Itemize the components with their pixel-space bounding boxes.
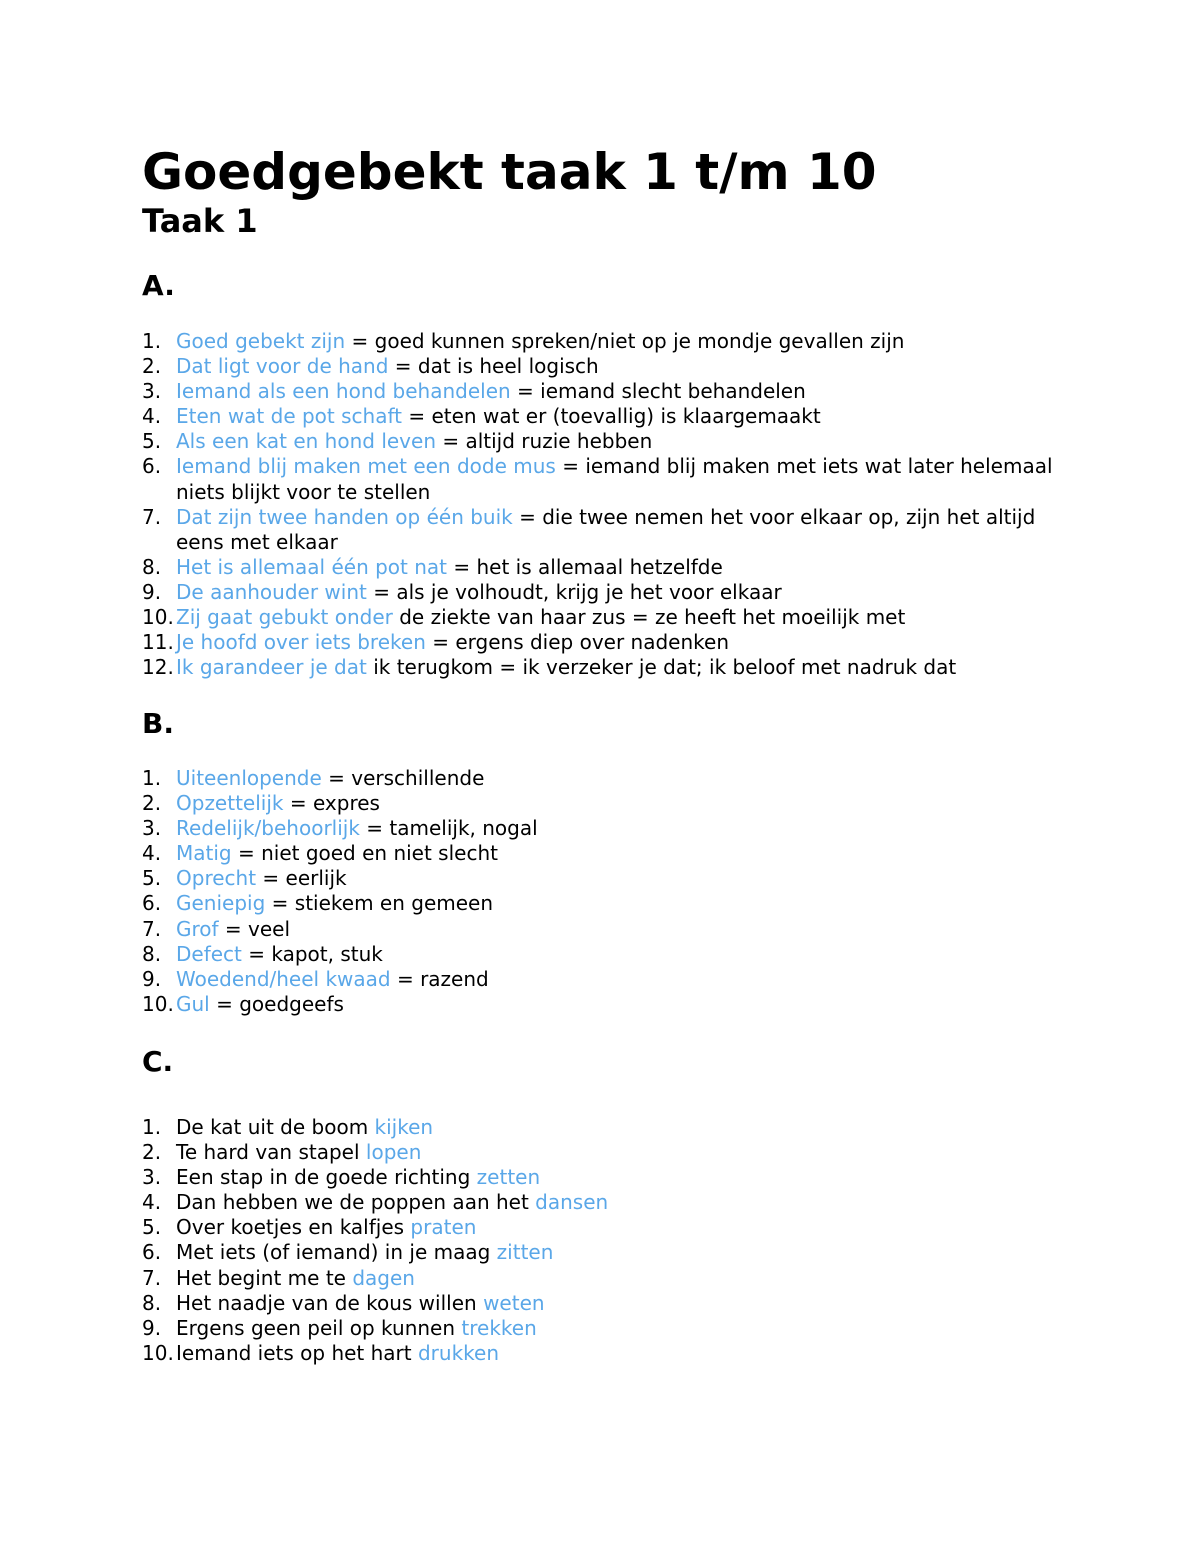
list-item <box>142 841 1062 866</box>
list-item-number: 1. <box>142 766 162 790</box>
highlighted-phrase: Grof <box>176 916 219 941</box>
list-item-number: 3. <box>142 379 162 404</box>
highlighted-phrase: Zij gaat gebukt onder <box>176 605 393 630</box>
highlighted-phrase: Dat ligt voor de hand <box>176 354 389 379</box>
list-item <box>142 917 1062 942</box>
list-item-number: 7. <box>142 504 162 529</box>
section-c-list <box>142 1115 1062 1366</box>
highlighted-phrase: Het is allemaal één pot nat <box>176 554 448 579</box>
list-item <box>142 992 1062 1017</box>
list-item <box>142 1165 1062 1190</box>
item-text: = niet goed en niet slecht <box>231 841 498 866</box>
item-text: = veel <box>218 916 291 941</box>
highlighted-phrase: praten <box>410 1215 477 1240</box>
item-text: = dat is heel logisch <box>388 354 599 379</box>
highlighted-phrase: dagen <box>352 1265 415 1290</box>
item-text: = iemand blij maken met iets wat later helemaal niets blijkt voor te stellen <box>176 454 1053 504</box>
list-item <box>142 379 1062 404</box>
section-b-list <box>142 766 1062 1017</box>
list-item-number: 6. <box>142 891 162 916</box>
item-text: ik terugkom = ik verzeker je dat; ik beloof met nadruk dat <box>366 655 957 680</box>
highlighted-phrase: Gul <box>176 991 210 1016</box>
list-item-number: 5. <box>142 866 162 891</box>
item-text: = goed kunnen spreken/niet op je mondje gevallen zijn <box>345 329 905 353</box>
highlighted-phrase: Goed gebekt zijn <box>176 329 346 353</box>
list-item <box>142 891 1062 916</box>
list-item <box>142 404 1062 429</box>
highlighted-phrase: Uiteenlopende <box>176 766 322 790</box>
item-text: = verschillende <box>321 766 485 790</box>
section-c-heading: C. <box>142 1045 174 1078</box>
item-text: = ergens diep over nadenken <box>425 630 729 655</box>
section-b-heading: B. <box>142 707 174 740</box>
highlighted-phrase: zitten <box>496 1240 554 1265</box>
highlighted-phrase: Eten wat de pot schaft <box>176 404 402 429</box>
list-item-number: 6. <box>142 454 162 479</box>
highlighted-phrase: Iemand blij maken met een dode mus <box>176 454 556 479</box>
list-item-number: 9. <box>142 1315 162 1340</box>
item-text: = iemand slecht behandelen <box>510 379 806 404</box>
list-item-number: 9. <box>142 966 162 991</box>
highlighted-phrase: Matig <box>176 841 232 866</box>
item-text: Ergens geen peil op kunnen <box>176 1315 462 1340</box>
list-item <box>142 605 1062 630</box>
list-item <box>142 1291 1062 1316</box>
highlighted-phrase: Defect <box>176 941 242 966</box>
list-item-number: 2. <box>142 1140 162 1165</box>
item-text: Over koetjes en kalfjes <box>176 1215 411 1240</box>
list-item <box>142 329 1062 354</box>
section-a-heading: A. <box>142 269 175 302</box>
list-item-number: 10. <box>142 1340 174 1365</box>
list-item-number: 3. <box>142 1165 162 1190</box>
list-item <box>142 429 1062 454</box>
highlighted-phrase: De aanhouder wint <box>176 579 367 604</box>
item-text: = als je volhoudt, krijg je het voor elkaar <box>366 579 782 604</box>
list-item-number: 5. <box>142 1215 162 1240</box>
highlighted-phrase: dansen <box>535 1190 609 1215</box>
list-item <box>142 580 1062 605</box>
item-text: Te hard van stapel <box>176 1140 366 1165</box>
item-text: = het is allemaal hetzelfde <box>447 554 723 579</box>
item-text: Iemand iets op het hart <box>176 1340 418 1365</box>
list-item <box>142 630 1062 655</box>
highlighted-phrase: Je hoofd over iets breken <box>176 630 426 655</box>
item-text: = kapot, stuk <box>241 941 383 966</box>
highlighted-phrase: kijken <box>374 1115 434 1139</box>
list-item-number: 11. <box>142 630 174 655</box>
list-item <box>142 942 1062 967</box>
highlighted-phrase: Opzettelijk <box>176 791 284 816</box>
list-item-number: 7. <box>142 916 162 941</box>
highlighted-phrase: Iemand als een hond behandelen <box>176 379 511 404</box>
list-item <box>142 866 1062 891</box>
highlighted-phrase: Dat zijn twee handen op één buik <box>176 504 513 529</box>
list-item-number: 10. <box>142 991 174 1016</box>
item-text: Het naadje van de kous willen <box>176 1290 484 1315</box>
item-text: = die twee nemen het voor elkaar op, zijn het altijd eens met elkaar <box>176 504 1036 554</box>
document-title: Goedgebekt taak 1 t/m 10 <box>142 143 877 201</box>
item-text: = eten wat er (toevallig) is klaargemaakt <box>402 404 821 429</box>
list-item-number: 8. <box>142 941 162 966</box>
list-item-number: 1. <box>142 329 162 353</box>
list-item-number: 2. <box>142 354 162 379</box>
item-text: Het begint me te <box>176 1265 353 1290</box>
list-item-number: 2. <box>142 791 162 816</box>
highlighted-phrase: lopen <box>365 1140 422 1165</box>
list-item-number: 6. <box>142 1240 162 1265</box>
list-item-number: 8. <box>142 1290 162 1315</box>
highlighted-phrase: Ik garandeer je dat <box>176 655 367 680</box>
list-item <box>142 655 1062 680</box>
list-item <box>142 766 1062 791</box>
highlighted-phrase: Woedend/heel kwaad <box>176 966 391 991</box>
list-item <box>142 1316 1062 1341</box>
list-item-number: 7. <box>142 1265 162 1290</box>
item-text: = razend <box>390 966 489 991</box>
list-item <box>142 454 1062 504</box>
list-item <box>142 1190 1062 1215</box>
list-item <box>142 967 1062 992</box>
list-item-number: 5. <box>142 429 162 454</box>
list-item <box>142 1341 1062 1366</box>
list-item-number: 3. <box>142 816 162 841</box>
item-text: De kat uit de boom <box>176 1115 375 1139</box>
list-item <box>142 1266 1062 1291</box>
list-item <box>142 1140 1062 1165</box>
document-subtitle: Taak 1 <box>142 202 258 240</box>
list-item-number: 4. <box>142 404 162 429</box>
item-text: Een stap in de goede richting <box>176 1165 477 1190</box>
item-text: Met iets (of iemand) in je maag <box>176 1240 497 1265</box>
highlighted-phrase: weten <box>483 1290 545 1315</box>
item-text: de ziekte van haar zus = ze heeft het moeilijk met <box>392 605 906 630</box>
list-item <box>142 816 1062 841</box>
item-text: = tamelijk, nogal <box>359 816 538 841</box>
list-item <box>142 1215 1062 1240</box>
highlighted-phrase: Oprecht <box>176 866 257 891</box>
list-item <box>142 555 1062 580</box>
highlighted-phrase: Redelijk/behoorlijk <box>176 816 360 841</box>
highlighted-phrase: zetten <box>476 1165 541 1190</box>
highlighted-phrase: Als een kat en hond leven <box>176 429 436 454</box>
list-item-number: 12. <box>142 655 174 680</box>
item-text: = eerlijk <box>256 866 347 891</box>
item-text: = stiekem en gemeen <box>265 891 494 916</box>
list-item <box>142 505 1062 555</box>
item-text: = expres <box>283 791 380 816</box>
highlighted-phrase: Geniepig <box>176 891 266 916</box>
section-a-list <box>142 329 1062 680</box>
item-text: = goedgeefs <box>209 991 344 1016</box>
list-item <box>142 791 1062 816</box>
list-item-number: 9. <box>142 579 162 604</box>
list-item-number: 4. <box>142 1190 162 1215</box>
highlighted-phrase: drukken <box>417 1340 500 1365</box>
list-item-number: 4. <box>142 841 162 866</box>
list-item-number: 8. <box>142 554 162 579</box>
item-text: Dan hebben we de poppen aan het <box>176 1190 536 1215</box>
list-item-number: 10. <box>142 605 174 630</box>
list-item-number: 1. <box>142 1115 162 1139</box>
list-item <box>142 354 1062 379</box>
highlighted-phrase: trekken <box>461 1315 537 1340</box>
list-item <box>142 1115 1062 1140</box>
list-item <box>142 1240 1062 1265</box>
item-text: = altijd ruzie hebben <box>436 429 653 454</box>
